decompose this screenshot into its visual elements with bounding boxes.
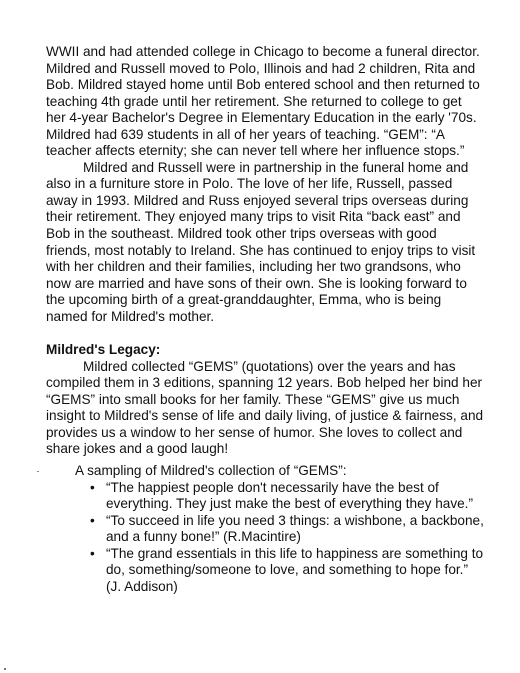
biography-paragraph-1: WWII and had attended college in Chicago to become a funeral director. Mildred and Russell moved to Polo, Illinois and had 2 children, Rita and Bob. Mildred stayed home until Bob entered school and then returned to teaching 4th grade until her retirement. She returned to college to get her 4-year Bachelor's Degree in Elementary Education in the early '70s. Mildred had 639 students in all of her years of teaching. “GEM”: “A teacher affects eternity; she can never tell where her influence stops.” [46,44,480,159]
gem-quote-text: “The happiest people don't necessarily have the best of everything. They just make the best of everything they have.” [106,479,473,512]
gems-section [46,463,484,595]
bullet-icon: • [90,545,95,561]
gems-intro: A sampling of Mildred's collection of “GEMS”: [75,463,347,478]
legacy-paragraph: Mildred collected “GEMS” (quotations) over the years and has compiled them in 3 editions, spanning 12 years. Bob helped her bind her “GEMS” into small books for her family. These “GEMS” give us much insight to Mildred's sense of life and daily living, of justice & fairness, and provides us a window to her sense of humor. She loves to collect and share jokes and a good laugh! [46,358,484,457]
bullet-icon: • [90,512,95,528]
gem-quote-2 [90,512,484,546]
biography-paragraph-2: Mildred and Russell were in partnership in the funeral home and also in a furniture store in Polo. The love of her life, Russell, passed away in 1993. Mildred and Russ enjoyed several trips overseas during their retirement. They enjoyed many trips to visit Rita “back east” and Bob in the southeast. Mildred took other trips overseas with good friends, most notably to Ireland. She has continued to enjoy trips to visit with her children and their families, including her two grandsons, who now are married and have sons of their own. She is looking forward to the upcoming birth of a great-granddaughter, Emma, who is being named for Mildred's mother. [46,159,476,324]
gem-quote-text: “The grand essentials in this life to happiness are something to do, something/someone to love, and something to hope for.” (J. Addison) [106,545,484,594]
scan-speck [37,471,39,472]
gem-quote-1 [90,479,484,513]
gem-quote-3 [90,545,484,596]
bullet-icon: • [90,479,95,495]
gem-quote-text: “To succeed in life you need 3 things: a wishbone, a backbone, and a funny bone!” (R.Macintire) [106,512,484,545]
legacy-heading: Mildred's Legacy: [46,342,161,357]
gems-list [46,480,484,596]
biography-section [46,44,484,325]
legacy-section [46,342,484,458]
scan-speck-corner [4,668,6,670]
